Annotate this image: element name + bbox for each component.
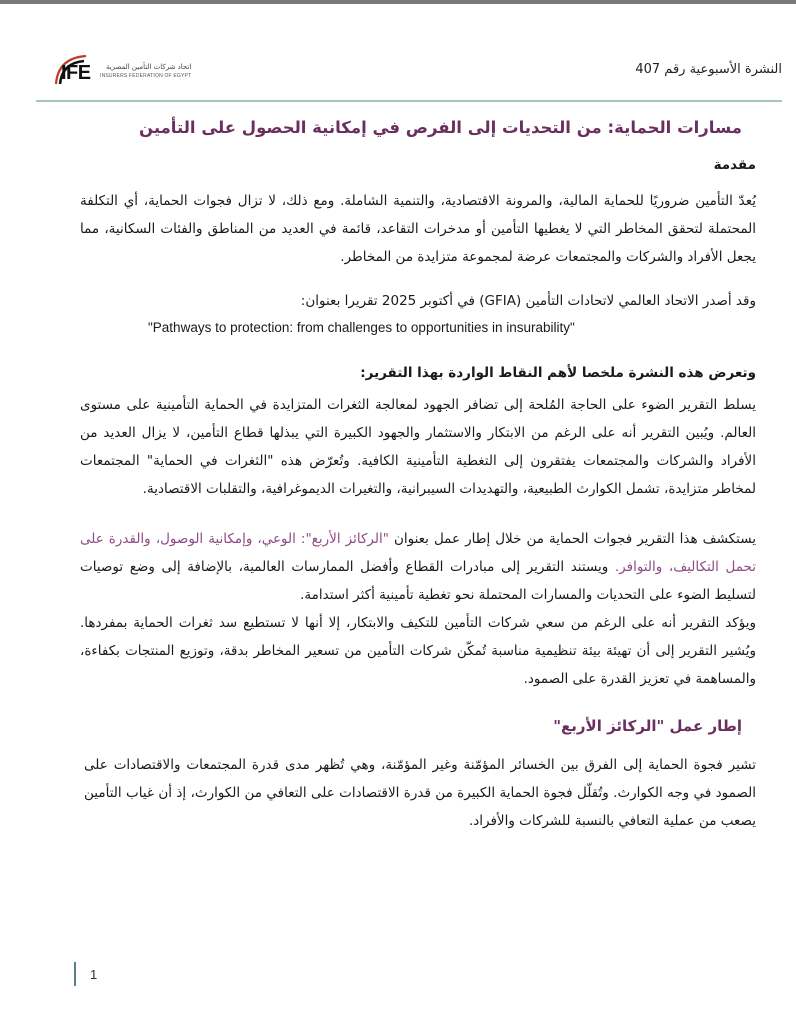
framework-highlight: "الركائز الأربع": الوعي، وإمكانية الوصول، والقدرة على تحمل التكاليف، والتوافر.: [80, 531, 757, 575]
pillars-paragraph: تشير فجوة الحماية إلى الفرق بين الخسائر المؤمّنة وغير المؤمّنة، وهي تُظهر مدى قدرة المجتمعات والاقتصادات على الصمود في وجه الكوارث. وتُقلّل فجوة الحماية الكبيرة من قدرة الاقتصادات على التعافي من الكوارث، إذ أن غياب التأمين يصعب من عملية التعافي بالنسبة للشركات والأفراد.: [84, 757, 756, 829]
issue-label: النشرة الأسبوعية رقم 407: [635, 62, 782, 77]
logo-arc-icon: [52, 50, 98, 86]
document-body: [80, 118, 756, 835]
logo-english-name: INSURERS FEDERATION OF EGYPT: [100, 73, 192, 79]
page-header: [52, 50, 782, 90]
page-footer: [74, 962, 97, 986]
logo-arabic-name: اتحاد شركات التأمين المصرية: [105, 63, 192, 71]
page-number: 1: [90, 966, 98, 982]
framework-text-before: يستكشف هذا التقرير فجوات الحماية من خلال إطار عمل بعنوان: [388, 531, 756, 547]
report-title-quote: "Pathways to protection: from challenges to opportunities in insurability": [148, 320, 575, 335]
logo-mark-text: IFE: [61, 62, 91, 84]
emphasis-paragraph: ويؤكد التقرير أنه على الرغم من سعي شركات التأمين للتكيف والابتكار، إلا أنها لا تستطيع سد ثغرات الحماية بمفردها. ويُشير التقرير إلى أن تهيئة بيئة تنظيمية مناسبة تُمكّن شركات التأمين من تسعير المخاطر بدقة، وتوزيع المنتجات بكفاءة، والمساهمة في تعزيز القدرة على الصمود.: [80, 615, 756, 687]
framework-paragraph: [80, 525, 756, 609]
header-divider: [36, 100, 782, 102]
intro-paragraph: يُعدّ التأمين ضروريًا للحماية المالية، والمرونة الاقتصادية، والتنمية الشاملة. ومع ذلك، لا تزال فجوات الحماية، أي التكلفة المحتملة لتحقق المخاطر التي لا يغطيها التأمين أو مدخرات التقاعد، قائمة في العديد من المناطق والفئات السكانية، مما يجعل الأفراد والشركات والمجتمعات عرضة لمجموعة متزايدة من المخاطر.: [80, 193, 756, 265]
points-heading: وتعرض هذه النشرة ملخصا لأهم النقاط الواردة بهذا التقرير:: [360, 365, 756, 381]
ife-logo: [52, 50, 191, 86]
footer-bar: [74, 962, 76, 986]
report-intro: وقد أصدر الاتحاد العالمي لاتحادات التأمين (GFIA) في أكتوبر 2025 تقريرا بعنوان:: [300, 293, 756, 309]
pillars-heading: إطار عمل "الركائز الأربع": [553, 717, 742, 735]
document-title: مسارات الحماية: من التحديات إلى الفرص في إمكانية الحصول على التأمين: [139, 118, 742, 137]
framework-text-after: ويستند التقرير إلى مبادرات القطاع وأفضل الممارسات العالمية، بالإضافة إلى وضع توصيات لتسليط الضوء على التحديات والمسارات المحتملة نحو تغطية تأمينية أكثر استدامة.: [80, 559, 756, 603]
window-top-bar: [0, 0, 796, 4]
points-paragraph: يسلط التقرير الضوء على الحاجة المُلحة إلى تضافر الجهود لمعالجة الثغرات المتزايدة في الحماية التأمينية على مستوى العالم. ويُبين التقرير أنه على الرغم من الابتكار والاستثمار والجهود الكبيرة التي يبذلها قطاع التأمين، لا يزال العديد من الأفراد والشركات والمجتمعات يفتقرون إلى التغطية التأمينية الكافية. وتُعرّض هذه "الثغرات في الحماية" المجتمعات لمخاطر متزايدة، تشمل الكوارث الطبيعية، والتهديدات السيبرانية، والتغيرات الديموغرافية، والتقلبات الاقتصادية.: [80, 397, 756, 497]
intro-heading: مقدمة: [713, 157, 756, 173]
logo-text: [100, 63, 191, 81]
